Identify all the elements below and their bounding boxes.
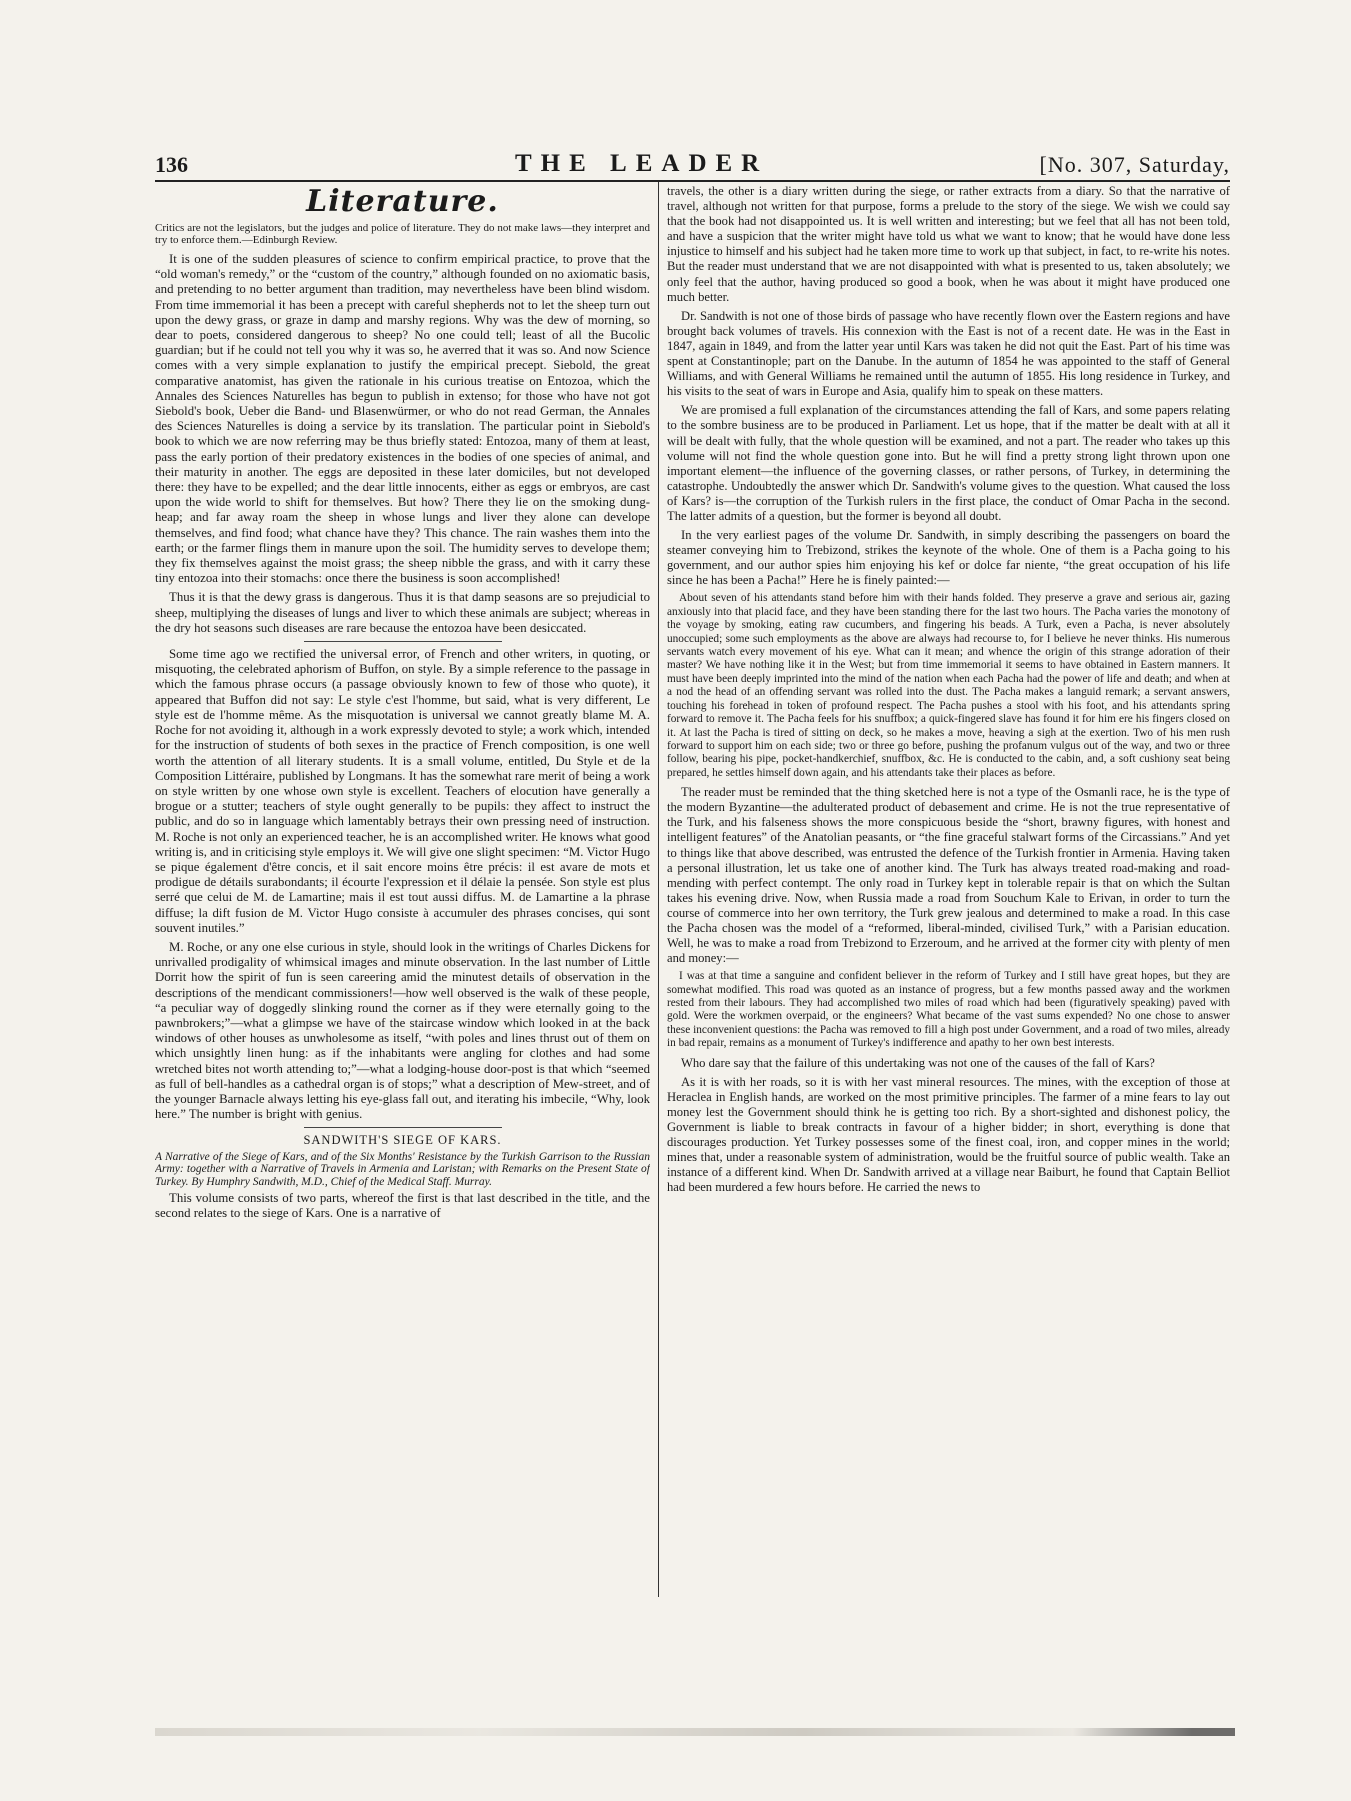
section-title: Literature.: [306, 184, 499, 219]
right-paragraph: travels, the other is a diary written during the siege, or rather extracts from a diary. So that the narrative of travel, although not written for that purpose, forms a prelude to the story of the siege. We wish we could say that the book had not disappointed us. It is well written and interesting; but we feel that all has not been told, and have a suspicion that the writer might have told us what we want to know; that he would have done less injustice to himself and his subject had he taken more time to work up that subject, in fact, to re-write his notes. But the reader must understand that we are not disappointed with what is presented to us, taken absolutely; we only feel that the author, having produced so good a book, when he was about it might have produced one much better.: [667, 184, 1230, 304]
right-column: [667, 184, 1230, 1596]
right-paragraph: We are promised a full explanation of the circumstances attending the fall of Kars, and some papers relating to the sombre business are to be produced in Parliament. Let us hope, that if the matter be dealt with at all it will be dealt with fully, that the whole question will be examined, and not a part. The reader who takes up this volume will not find the whole question gone into. But he will find a pretty strong light thrown upon one important element—the influence of the governing classes, or rather persons, of Turkey, in determining the catastrophe. Undoubtedly the answer which Dr. Sandwith's volume gives to the question. What caused the loss of Kars? is—the corruption of the Turkish rulers in the first place, the conduct of Omar Pacha in the second. The latter admits of a question, but the former is beyond all doubt.: [667, 403, 1230, 523]
review-heading: SANDWITH'S SIEGE OF KARS.: [303, 1133, 502, 1148]
right-paragraph: Who dare say that the failure of this undertaking was not one of the causes of the fall of Kars?: [681, 1055, 1155, 1070]
left-article: [155, 252, 650, 1122]
masthead: THE LEADER: [515, 150, 769, 177]
left-column: [155, 184, 650, 1596]
issue-info: [No. 307, Saturday,: [1039, 152, 1230, 177]
column-divider: [658, 182, 659, 1597]
left-paragraph: It is one of the sudden pleasures of science to confirm empirical practice, to prove that the “old woman's remedy,” or the “custom of the country,” although founded on no axiomatic basis, and pretending to no better argument than tradition, may nevertheless have been blind wisdom. From time immemorial it has been a precept with careful shepherds not to let the sheep turn out upon the dewy grass, or graze in damp and marshy regions. Why was the dew of morning, so dear to poets, considered dangerous to sheep? No one could tell; least of all the Bucolic guardian; but if he could not tell you why it was so, he averred that it was so. And now Science comes with a very simple explanation to justify the empirical precept. Siebold, the great comparative anatomist, has given the rationale in his curious treatise on Entozoa, which the Annales des Sciences Naturelles has begun to publish in extenso; for those who have not got Siebold's book, Ueber die Band- und Blasenwürmer, or who do not read German, the Annales des Sciences Naturelles is doing a service by its translation. The particular point in Siebold's book to which we are now referring may be thus briefly stated: Entozoa, many of them at least, pass the early portion of their predatory existences in the bodies of one species of animal, and their maturity in another. The eggs are deposited in these later domiciles, but not developed there: they have to be expelled; and the dear little innocents, either as eggs or embryos, are cast upon the wide world to shift for themselves. But how? There they lie on the smoking dung-heap; and far away roam the sheep in whose lungs and liver they alone can develope themselves, and find food; what chance have they? This chance. The rain washes them into the earth; or the farmer flings them in manure upon the soil. The humidity serves to develope them; they fix themselves against the moist grass; the sheep nibble the grass, and with it carry these tiny entozoa into their stomachs: once there the business is soon accomplished!: [155, 252, 650, 586]
right-article: [667, 184, 1230, 1196]
header-rule: [155, 180, 1230, 182]
right-paragraph: The reader must be reminded that the thing sketched here is not a type of the Osmanli race, he is the type of the modern Byzantine—the adulterated product of debasement and crime. He is not the true representative of the Turk, and his falseness shows the more conspicuous beside the “short, brawny figures, with honest and intelligent features” of the Anatolian peasants, or “the fine graceful stalwart forms of the Circassians.” And yet to things like that above described, was entrusted the defence of the Turkish frontier in Armenia. Having taken a personal illustration, let us take one of another kind. The Turk has always treated road-making and road-mending with perfect contempt. The only road in Turkey kept in tolerable repair is that on which the Sultan takes his evening drive. Now, when Russia made a road from Souchum Kale to Erivan, in order to turn the course of commerce into her own territory, the Turk grew jealous and determined to make a road. In this case the Pacha chosen was the model of a “reformed, liberal-minded, civilised Turk,” with a Parisian education. Well, he was to make a road from Trebizond to Erzeroum, and he arrived at the former city with plenty of men and money:—: [667, 785, 1230, 966]
page-number: 136: [155, 152, 188, 177]
left-paragraph: M. Roche, or any one else curious in style, should look in the writings of Charles Dickens for unrivalled prodigality of whimsical images and minute observation. In the last number of Little Dorrit how the spirit of fun is seen careering amid the minutest details of observation in the descriptions of the mendicant commissioners!—how well observed is the walk of these people, “a peculiar way of doggedly slinking round the corner as if they were eternally going to the pawnbrokers;”—what a glimpse we have of the staircase window which looked in at the back windows of other houses as unwholesome as itself, “with poles and lines thrust out of them on which unsightly linen hung: as if the inhabitants were angling for clothes and had some wretched bites not worth attending to;”—what a lodging-house door-post is that which “seemed as full of bell-handles as a cathedral organ is of stops;” what a description of Mew-street, and of the younger Barnacle always letting his eye-glass fall out, and iterating his imbecile, “Why, look here.” The number is bright with genius.: [155, 939, 650, 1122]
review-divider: [304, 1127, 502, 1128]
epigraph: Critics are not the legislators, but the judges and police of literature. They do not make laws—they interpret and try to enforce them.—Edinburgh Review.: [155, 222, 650, 246]
right-paragraph: As it is with her roads, so it is with her vast mineral resources. The mines, with the exception of those at Heraclea in English hands, are worked on the most primitive principles. The farmer of a mine fears to lay out money lest the Government should think he is getting too rich. By a short-sighted and dishonest policy, the Government is liable to break contracts in favour of a higher bidder; in short, everything is done that discourages production. Yet Turkey possesses some of the finest coal, iron, and copper mines in the world; mines that, under a reasonable system of administration, would be the fruitful source of public wealth. Take an instance of a different kind. When Dr. Sandwith arrived at a village near Baiburt, he found that Captain Belliot had been murdered a few hours before. He carried the news to: [667, 1074, 1230, 1195]
block-quote: I was at that time a sanguine and confident believer in the reform of Turkey and I still have great hopes, but they are somewhat modified. This road was quoted as an instance of progress, but a few months passed away and the workmen rested from their labours. They had accomplished two miles of road which had been (figuratively speaking) paved with gold. Were the workmen overpaid, or the engineers? What became of the vast sums expended? No one chose to answer these inconvenient questions: the Pacha was removed to fill a high post under Government, and a road of two miles, already in bad repair, remains as a monument of Turkey's indifference and apathy to her own best interests.: [667, 970, 1230, 1050]
page-header: [155, 150, 1230, 180]
block-quote: About seven of his attendants stand before him with their hands folded. They preserve a grave and serious air, gazing anxiously into that placid face, and they have been standing there for the last two hours. The Pacha varies the monotony of the voyage by smoking, eating raw cucumbers, and fingering his beads. A Turk, even a Pacha, is never absolutely unoccupied; some such employments as the above are always had recourse to, for I believe he never thinks. His numerous servants watch every movement of his eye. What can it mean; and whence the origin of this strange adoration of their master? We have nothing like it in the West; but from time immemorial it seems to have obtained in Eastern manners. It must have been deeply imprinted into the mind of the nation when each Pacha had the power of life and death; and when at a nod the head of an offending servant was rolled into the dust. The Pacha makes a languid remark; a servant answers, touching his forehead in token of profound respect. The Pacha pushes a stool with his foot, and his attendants spring forward to remove it. The Pacha feels for his snuffbox; a quick-fingered slave has found it for him ere his fingers closed on it. At last the Pacha is tired of sitting on deck, so he makes a move, heaving a sigh at the exertion. Two of his men rush forward to support him on each side; two or three go before, pushing the profanum vulgus out of the way, and two or three follow, bearing his pipe, pocket-handkerchief, snuffbox, &c. He is conducted to the cabin, and, a soft cushiony seat being prepared, he settles himself down again, and his attendants take their places as before.: [667, 592, 1230, 779]
scan-edge-artifact: [155, 1728, 1235, 1736]
review-subtitle: A Narrative of the Siege of Kars, and of the Six Months' Resistance by the Turkish Garrison to the Russian Army: together with a Narrative of Travels in Armenia and Laristan; with Remarks on the Present State of Turkey. By Humphry Sandwith, M.D., Chief of the Medical Staff. Murray.: [155, 1150, 650, 1188]
paragraph-divider: [304, 641, 502, 642]
left-paragraph: Thus it is that the dewy grass is dangerous. Thus it is that damp seasons are so prejudicial to sheep, multiplying the diseases of lungs and liver to which these animals are subject; whereas in the dry hot seasons such diseases are rare because the entozoa have been desiccated.: [155, 590, 650, 635]
review-opening: This volume consists of two parts, whereof the first is that last described in the title, and the second relates to the siege of Kars. One is a narrative of: [155, 1191, 650, 1221]
right-paragraph: Dr. Sandwith is not one of those birds of passage who have recently flown over the Eastern regions and have brought back volumes of travels. His connexion with the East is not of a recent date. He was in the East in 1847, again in 1849, and from the latter year until Kars was taken he did not quit the East. Part of his time was spent at Constantinople; part on the Danube. In the autumn of 1854 he was appointed to the staff of General Williams, and with General Williams he remained until the autumn of 1855. His long residence in Turkey, and his visits to the seat of wars in Europe and Asia, qualify him to speak on these matters.: [667, 308, 1230, 399]
right-paragraph: In the very earliest pages of the volume Dr. Sandwith, in simply describing the passengers on board the steamer conveying him to Trebizond, strikes the keynote of the whole. One of them is a Pacha going to his government, and our author spies him enjoying his kef or dolce far niente, “the great occupation of his life since he has been a Pacha!” Here he is finely painted:—: [667, 528, 1230, 588]
left-paragraph: Some time ago we rectified the universal error, of French and other writers, in quoting, or misquoting, the celebrated aphorism of Buffon, on style. By a simple reference to the passage in which the famous phrase occurs (a passage obviously known to few of those who quote), it appeared that Buffon did not say: Le style c'est l'homme, but said, what is very different, Le style est de l'homme même. As the misquotation is universal we cannot greatly blame M. A. Roche for not avoiding it, although in a work expressly devoted to style; a work which, intended for the instruction of students of both sexes in the practice of French composition, is one well worth the attention of all literary students. It is a small volume, entitled, Du Style et de la Composition Littéraire, published by Longmans. It has the somewhat rare merit of being a work on style written by one whose own style is excellent. Teachers of elocution have generally a brogue or a stutter; teachers of style ought generally to be pupils: they affect to instruct the public, and do so in language which lamentably betrays their own pressing need of instruction. M. Roche is not only an experienced teacher, he is an accomplished writer. He knows what good writing is, and in criticising style employs it. We will give one slight specimen: “M. Victor Hugo se pique également d'être concis, et il sait encore moins être précis: il est avare de mots et prodigue de détails surabondants; il écourte l'expression et il délaie la pensée. Son style est plus serré que celui de M. de Lamartine; mais il est tout aussi diffus. M. de Lamartine a la phrase diffuse; la dift fusion de M. Victor Hugo consiste à accumuler des phrases concises, qui sont souvent inutiles.”: [155, 647, 650, 935]
